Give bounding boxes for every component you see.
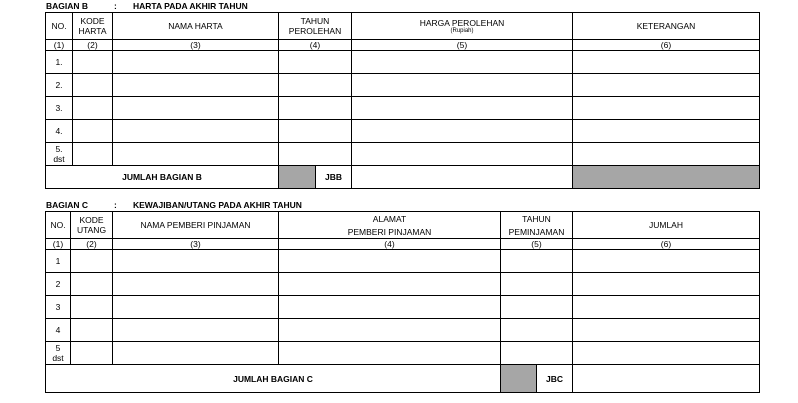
col-number: (1) [46, 239, 71, 250]
table-row [46, 342, 760, 365]
total-split-cell [279, 166, 352, 189]
table-row [46, 250, 760, 273]
cell-alamat-pemberi-pinjaman[interactable] [279, 342, 501, 365]
cell-kode-harta[interactable] [73, 97, 113, 120]
col-number: (2) [73, 40, 113, 51]
cell-kode-harta[interactable] [73, 51, 113, 74]
cell-harga-perolehan[interactable] [352, 97, 573, 120]
cell-keterangan[interactable] [573, 51, 760, 74]
section-c-colon: : [114, 200, 117, 210]
total-label: JUMLAH BAGIAN C [46, 365, 501, 393]
col-number: (6) [573, 239, 760, 250]
section-c-table [45, 211, 760, 393]
col-number: (1) [46, 40, 73, 51]
cell-tahun-peminjaman[interactable] [501, 250, 573, 273]
cell-kode-utang[interactable] [71, 250, 113, 273]
cell-nama-harta[interactable] [113, 51, 279, 74]
col-header-tahun-perolehan: TAHUN PEROLEHAN [279, 13, 352, 40]
cell-tahun-peminjaman[interactable] [501, 342, 573, 365]
cell-keterangan[interactable] [573, 120, 760, 143]
cell-kode-harta[interactable] [73, 74, 113, 97]
table-row [46, 273, 760, 296]
cell-nama-pemberi-pinjaman[interactable] [113, 250, 279, 273]
cell-harga-perolehan[interactable] [352, 74, 573, 97]
cell-tahun-peminjaman[interactable] [501, 296, 573, 319]
cell-nama-pemberi-pinjaman[interactable] [113, 342, 279, 365]
cell-nama-harta[interactable] [113, 74, 279, 97]
col-header-keterangan: KETERANGAN [573, 13, 760, 40]
cell-harga-perolehan[interactable] [352, 120, 573, 143]
cell-kode-utang[interactable] [71, 273, 113, 296]
row-number: 5. dst [46, 143, 73, 166]
total-gray-box [501, 365, 537, 392]
col-header-alamat-pemberi-pinjaman: ALAMAT PEMBERI PINJAMAN [279, 212, 501, 239]
cell-alamat-pemberi-pinjaman[interactable] [279, 273, 501, 296]
col-number: (4) [279, 239, 501, 250]
table-row [46, 74, 760, 97]
col-number: (5) [501, 239, 573, 250]
col-header-nama-pemberi-pinjaman: NAMA PEMBERI PINJAMAN [113, 212, 279, 239]
total-code: JBB [324, 172, 342, 182]
row-number: 3 [46, 296, 71, 319]
col-header-nama-harta: NAMA HARTA [113, 13, 279, 40]
col-header-kode-utang: KODE UTANG [71, 212, 113, 239]
cell-jumlah[interactable] [573, 273, 760, 296]
cell-jumlah[interactable] [573, 296, 760, 319]
row-number: 1. [46, 51, 73, 74]
cell-tahun-perolehan[interactable] [279, 74, 352, 97]
total-value-cell[interactable] [352, 166, 573, 189]
col-header-no: NO. [46, 212, 71, 239]
cell-nama-harta[interactable] [113, 120, 279, 143]
section-c-header-row [46, 212, 760, 239]
section-b-total-row [46, 166, 760, 189]
section-c-title: KEWAJIBAN/UTANG PADA AKHIR TAHUN [133, 200, 302, 210]
col-number: (2) [71, 239, 113, 250]
cell-tahun-perolehan[interactable] [279, 51, 352, 74]
cell-nama-pemberi-pinjaman[interactable] [113, 319, 279, 342]
row-number: 4. [46, 120, 73, 143]
section-c-label: BAGIAN C [46, 200, 89, 210]
cell-keterangan[interactable] [573, 97, 760, 120]
row-number: 2 [46, 273, 71, 296]
cell-kode-utang[interactable] [71, 319, 113, 342]
cell-nama-harta[interactable] [113, 143, 279, 166]
col-header-jumlah: JUMLAH [573, 212, 760, 239]
cell-alamat-pemberi-pinjaman[interactable] [279, 250, 501, 273]
cell-kode-utang[interactable] [71, 342, 113, 365]
total-shaded-cell [573, 166, 760, 189]
col-number: (3) [113, 40, 279, 51]
section-b-colnum-row [46, 40, 760, 51]
total-split-cell [501, 365, 573, 393]
cell-kode-harta[interactable] [73, 120, 113, 143]
table-row [46, 97, 760, 120]
section-b-header-row [46, 13, 760, 40]
table-row [46, 296, 760, 319]
section-c-colnum-row [46, 239, 760, 250]
cell-tahun-perolehan[interactable] [279, 97, 352, 120]
table-row [46, 143, 760, 166]
cell-tahun-peminjaman[interactable] [501, 319, 573, 342]
cell-jumlah[interactable] [573, 319, 760, 342]
cell-harga-perolehan[interactable] [352, 143, 573, 166]
cell-tahun-peminjaman[interactable] [501, 273, 573, 296]
cell-tahun-perolehan[interactable] [279, 143, 352, 166]
col-number: (5) [352, 40, 573, 51]
cell-alamat-pemberi-pinjaman[interactable] [279, 296, 501, 319]
cell-nama-harta[interactable] [113, 97, 279, 120]
cell-keterangan[interactable] [573, 143, 760, 166]
section-b-colon: : [114, 1, 117, 11]
cell-kode-harta[interactable] [73, 143, 113, 166]
total-code: JBC [545, 373, 563, 384]
cell-kode-utang[interactable] [71, 296, 113, 319]
cell-alamat-pemberi-pinjaman[interactable] [279, 319, 501, 342]
cell-nama-pemberi-pinjaman[interactable] [113, 296, 279, 319]
col-number: (6) [573, 40, 760, 51]
section-b-title: HARTA PADA AKHIR TAHUN [133, 1, 248, 11]
col-header-tahun-peminjaman: TAHUN PEMINJAMAN [501, 212, 573, 239]
cell-tahun-perolehan[interactable] [279, 120, 352, 143]
cell-nama-pemberi-pinjaman[interactable] [113, 273, 279, 296]
row-number: 4 [46, 319, 71, 342]
cell-harga-perolehan[interactable] [352, 51, 573, 74]
table-row [46, 120, 760, 143]
row-number: 3. [46, 97, 73, 120]
row-number: 2. [46, 74, 73, 97]
total-gray-box [279, 166, 316, 188]
cell-jumlah[interactable] [573, 342, 760, 365]
total-value-cell[interactable] [573, 365, 760, 393]
table-row [46, 51, 760, 74]
row-number: 5 dst [46, 342, 71, 365]
section-b-label: BAGIAN B [46, 1, 89, 11]
total-label: JUMLAH BAGIAN B [46, 166, 279, 189]
cell-keterangan[interactable] [573, 74, 760, 97]
col-header-no: NO. [46, 13, 73, 40]
col-number: (3) [113, 239, 279, 250]
col-number: (4) [279, 40, 352, 51]
table-row [46, 319, 760, 342]
section-b-table [45, 12, 760, 189]
col-header-harga-perolehan: HARGA PEROLEHAN (Rupiah) [352, 13, 573, 40]
section-c-total-row [46, 365, 760, 393]
cell-jumlah[interactable] [573, 250, 760, 273]
col-header-kode-harta: KODE HARTA [73, 13, 113, 40]
row-number: 1 [46, 250, 71, 273]
